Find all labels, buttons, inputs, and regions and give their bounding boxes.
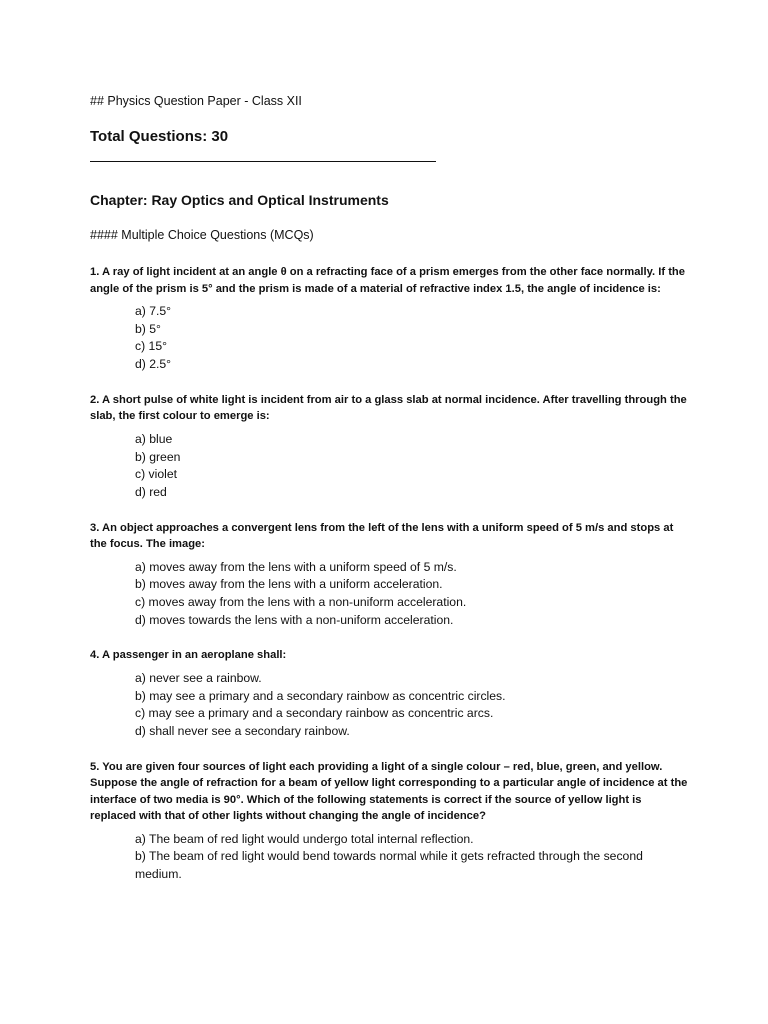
total-questions: Total Questions: 30 — [90, 128, 229, 145]
option: c) may see a primary and a secondary rainbow as concentric arcs. — [135, 706, 494, 721]
question-5 — [90, 759, 690, 884]
option: d) moves towards the lens with a non-uniform acceleration. — [135, 612, 454, 627]
option: c) 15° — [135, 339, 167, 354]
question-4 — [90, 647, 690, 740]
option: b) The beam of red light would bend towards normal while it gets refracted through the second medium. — [135, 849, 643, 882]
divider-line — [90, 161, 436, 162]
option: a) 7.5° — [135, 304, 172, 318]
option-list — [90, 831, 690, 884]
option: b) green — [135, 449, 181, 464]
option: b) moves away from the lens with a uniform acceleration. — [135, 577, 443, 592]
paper-heading: ## Physics Question Paper - Class XII — [90, 94, 302, 108]
chapter-title: Chapter: Ray Optics and Optical Instruments — [90, 192, 389, 208]
option: a) blue — [135, 431, 173, 446]
option-list — [90, 559, 690, 630]
option: c) moves away from the lens with a non-uniform acceleration. — [135, 595, 467, 610]
question-1 — [90, 264, 690, 374]
question-text: 2. A short pulse of white light is incident from air to a glass slab at normal incidence. After travelling through the slab, the first colour to emerge is: — [90, 393, 687, 423]
question-text: 1. A ray of light incident at an angle θ on a refracting face of a prism emerges from the other face normally. If the angle of the prism is 5° and the prism is made of a material of refractive index 1.5, the angle of incidence is: — [90, 266, 685, 295]
option: c) violet — [135, 467, 177, 482]
option: a) The beam of red light would undergo total internal reflection. — [135, 831, 474, 846]
option: d) red — [135, 484, 167, 499]
option: a) moves away from the lens with a uniform speed of 5 m/s. — [135, 559, 457, 574]
question-2 — [90, 392, 690, 502]
option-list — [90, 670, 690, 741]
question-paper — [90, 92, 690, 902]
option: b) may see a primary and a secondary rainbow as concentric circles. — [135, 688, 506, 703]
option-list — [90, 303, 690, 374]
option: b) 5° — [135, 321, 161, 336]
question-3 — [90, 520, 690, 630]
option-list — [90, 431, 690, 502]
question-text: 4. A passenger in an aeroplane shall: — [90, 649, 287, 662]
option: d) 2.5° — [135, 357, 172, 372]
question-text: 5. You are given four sources of light each providing a light of a single colour – red, blue, green, and yellow. Suppose the angle of refraction for a beam of yellow light corresponding to a particular angle of incidence at the interface of two media is 90°. Which of the following statements is correct if the source of yellow light is replaced with that of other lights without changing the angle of incidence? — [90, 760, 688, 823]
option: a) never see a rainbow. — [135, 670, 262, 685]
question-text: 3. An object approaches a convergent lens from the left of the lens with a uniform speed of 5 m/s and stops at the focus. The image: — [90, 521, 674, 551]
option: d) shall never see a secondary rainbow. — [135, 724, 350, 739]
section-title: #### Multiple Choice Questions (MCQs) — [90, 228, 314, 242]
